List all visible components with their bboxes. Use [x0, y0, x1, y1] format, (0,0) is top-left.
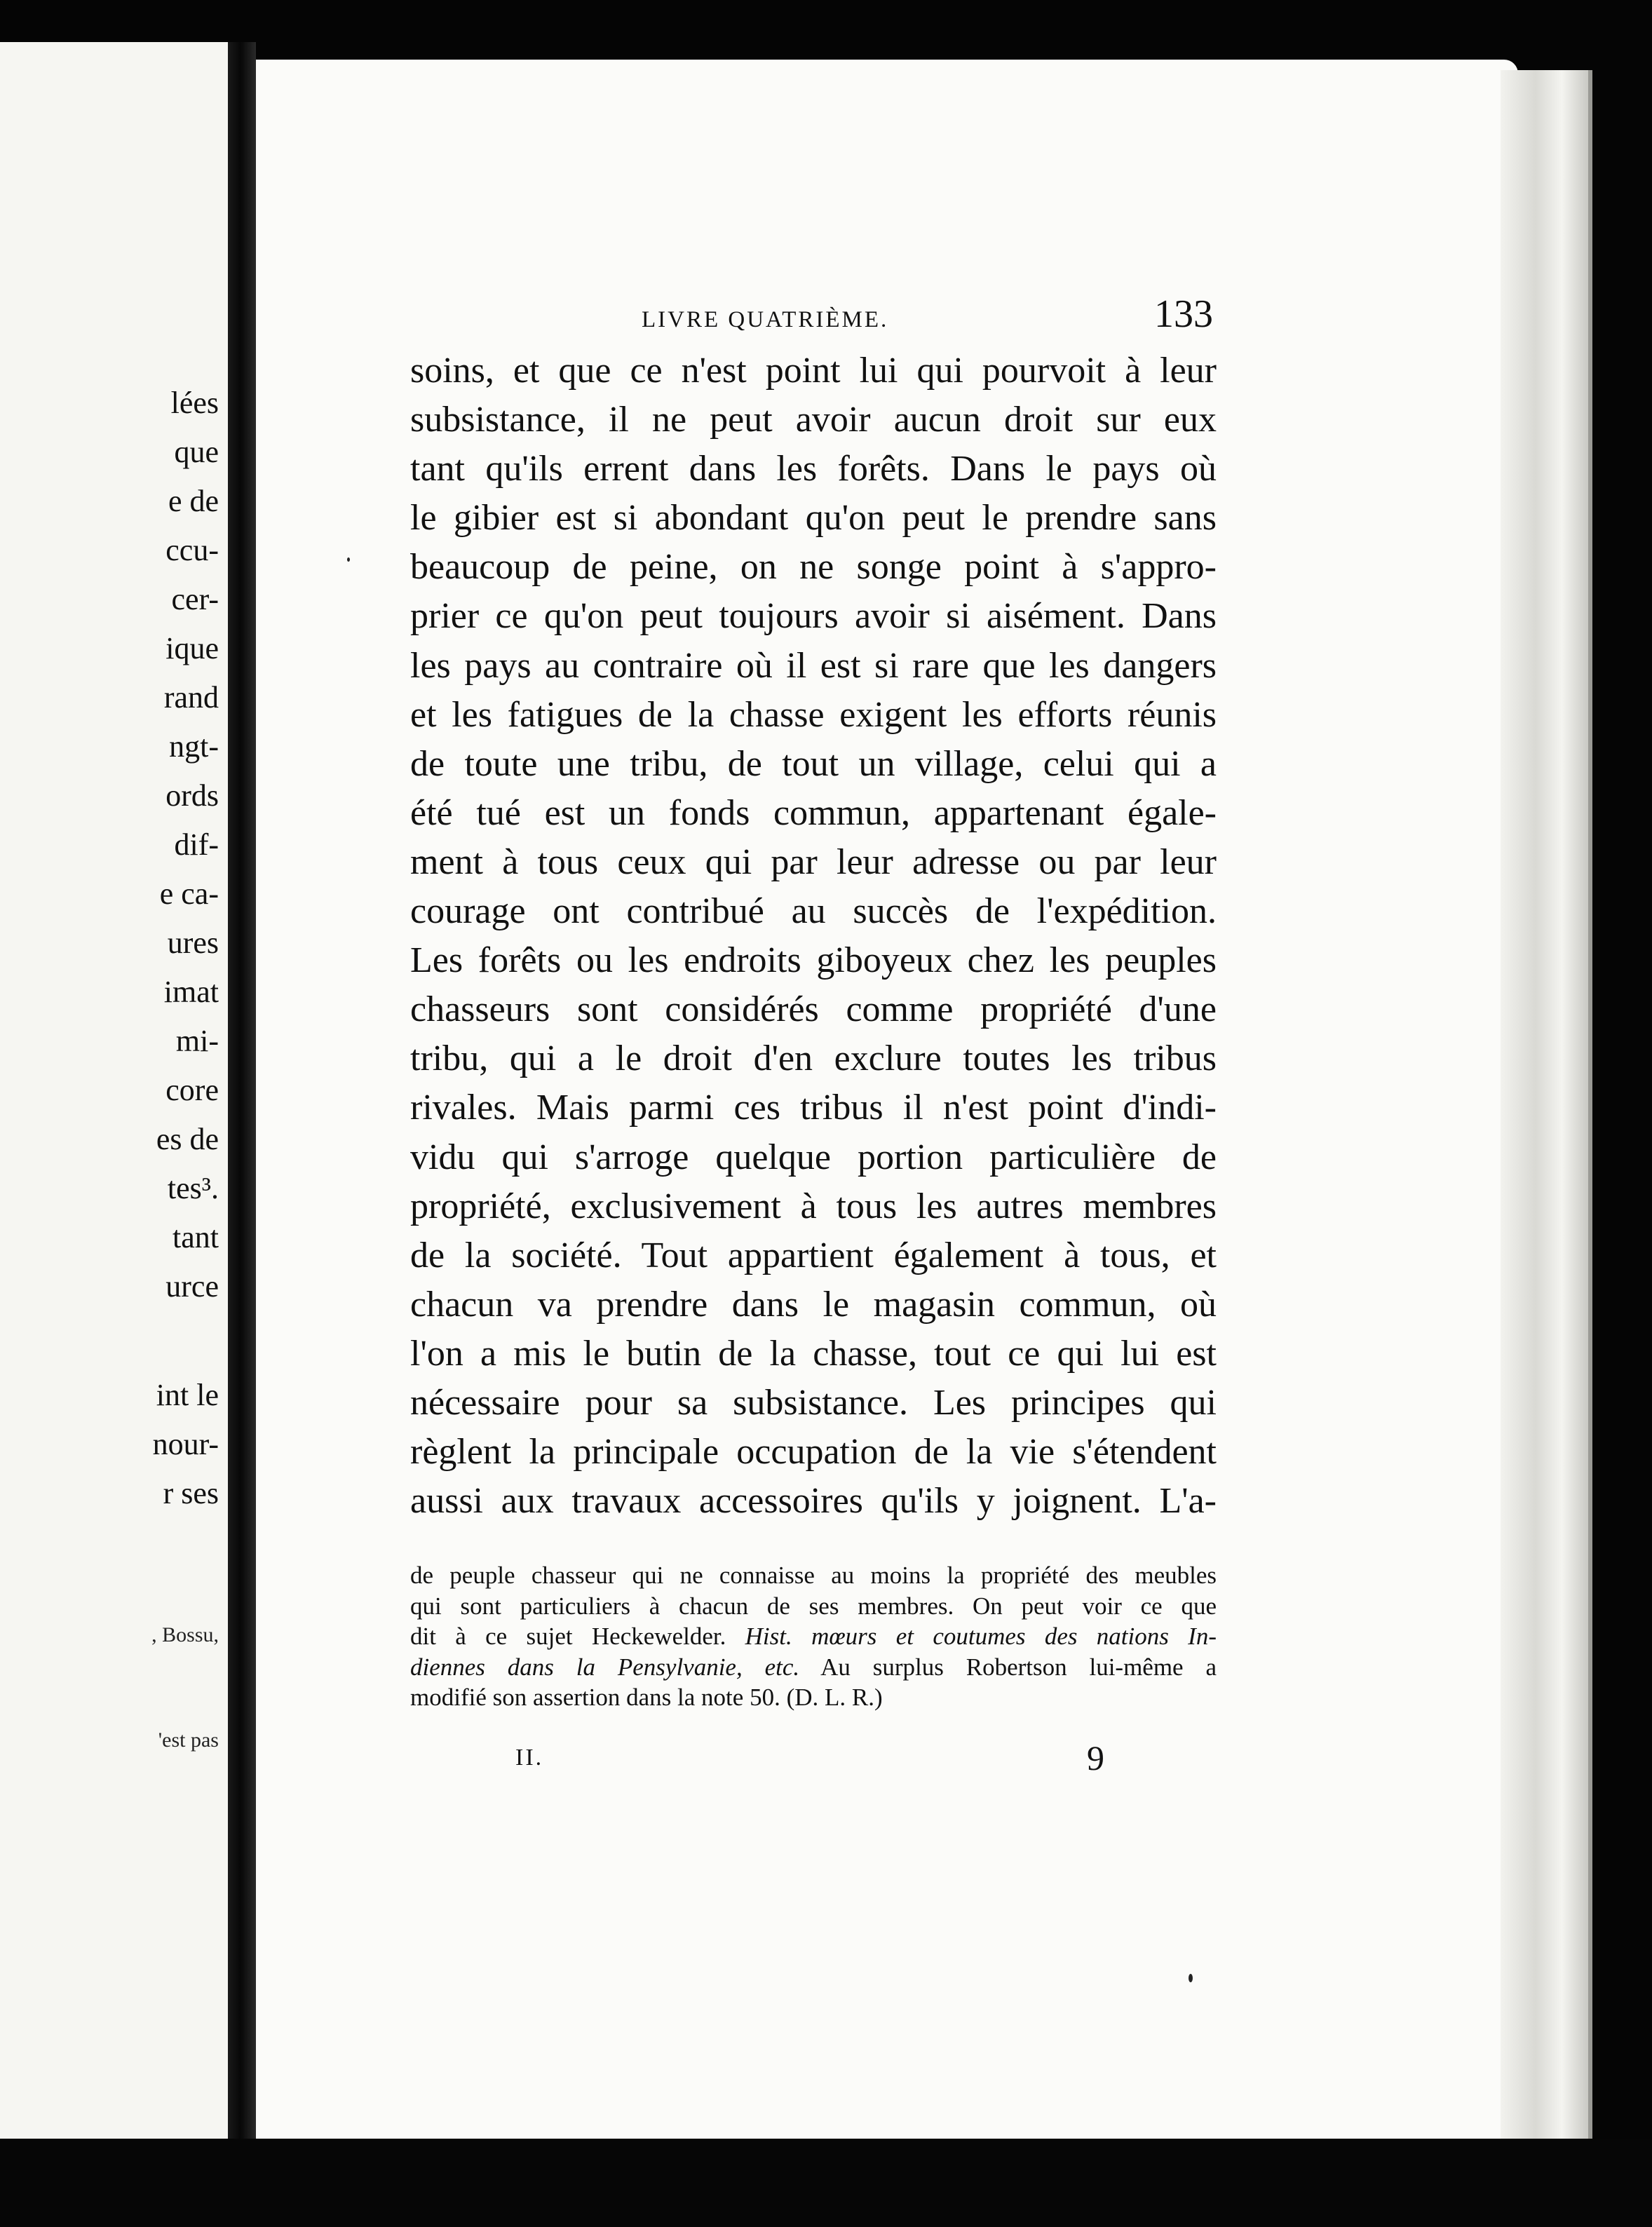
footnote-text: dit à ce sujet Heckewelder.: [410, 1623, 745, 1650]
ink-speck: [1189, 1974, 1193, 1982]
footnote: [410, 1560, 1217, 1713]
signature-volume: II.: [515, 1745, 544, 1771]
left-page-fragment: urce: [165, 1269, 219, 1304]
left-page-note: 'est pas: [158, 1728, 219, 1752]
left-page-fragment: core: [165, 1073, 219, 1107]
body-line: chasseurs sont considérés comme propriété d'une: [410, 989, 1217, 1030]
body-line: tribu, qui a le droit d'en exclure toutes les tribus: [410, 1038, 1217, 1079]
running-head: LIVRE QUATRIÈME.: [642, 307, 889, 332]
left-page-fragment: e de: [168, 484, 219, 518]
left-page-fragment: tant: [172, 1220, 219, 1254]
body-line: courage ont contribué au succès de l'expédition.: [410, 891, 1217, 932]
left-page-fragment: e ca-: [159, 876, 219, 911]
body-line: nécessaire pour sa subsistance. Les principes qui: [410, 1382, 1217, 1423]
body-line: propriété, exclusivement à tous les autres membres: [410, 1186, 1217, 1226]
scan-background: [0, 2139, 1652, 2227]
body-line: tant qu'ils errent dans les forêts. Dans le pays où: [410, 449, 1217, 489]
left-page-fragment: int le: [156, 1378, 219, 1412]
left-page-fragment: nour-: [152, 1427, 219, 1461]
body-line: aussi aux travaux accessoires qu'ils y joignent. L'a-: [410, 1481, 1217, 1522]
left-page-fragment: tes³.: [167, 1171, 219, 1205]
page-edge: [1501, 70, 1592, 2139]
body-line: de toute une tribu, de tout un village, celui qui a: [410, 743, 1217, 784]
body-line: soins, et que ce n'est point lui qui pourvoit à leur: [410, 351, 1217, 391]
footnote-citation: diennes dans la Pensylvanie, etc.: [410, 1653, 800, 1681]
left-page-fragment: es de: [156, 1122, 219, 1156]
footnote-line: qui sont particuliers à chacun de ses membres. On peut voir ce que: [410, 1592, 1217, 1620]
body-line: ment à tous ceux qui par leur adresse ou par leur: [410, 841, 1217, 882]
body-line: rivales. Mais parmi ces tribus il n'est point d'indi-: [410, 1088, 1217, 1128]
footnote-line: modifié son assertion dans la note 50. (D. L. R.): [410, 1684, 883, 1711]
footnote-line: [410, 1621, 1217, 1652]
body-line: vidu qui s'arroge quelque portion particulière de: [410, 1137, 1217, 1177]
footnote-line: [410, 1652, 1217, 1683]
left-page-fragment: cer-: [171, 582, 219, 616]
body-line: été tué est un fonds commun, appartenant égale-: [410, 792, 1217, 833]
page-number: 133: [1154, 292, 1213, 336]
left-page-fragment: ique: [165, 631, 219, 665]
left-page-fragment: dif-: [174, 827, 219, 862]
body-line: subsistance, il ne peut avoir aucun droit sur eux: [410, 400, 1217, 440]
body-line: l'on a mis le butin de la chasse, tout ce qui lui est: [410, 1333, 1217, 1374]
left-page-fragment: ures: [167, 926, 219, 960]
left-page-fragment: ords: [165, 778, 219, 813]
left-page-fragment: r ses: [163, 1476, 219, 1510]
left-page-fragment: imat: [163, 975, 219, 1009]
left-page-fragment: que: [174, 435, 219, 469]
body-line: beaucoup de peine, on ne songe point à s'appro-: [410, 547, 1217, 588]
footnote-text: Au surplus Robertson lui-même a: [799, 1653, 1217, 1681]
footnote-citation: Hist. mœurs et coutumes des nations In-: [745, 1623, 1217, 1650]
left-facing-page: [0, 42, 228, 2139]
left-page-note: , Bossu,: [151, 1623, 219, 1646]
body-text: [410, 346, 1217, 1526]
footnote-line: de peuple chasseur qui ne connaisse au moins la propriété des meubles: [410, 1562, 1217, 1589]
body-line: prier ce qu'on peut toujours avoir si aisément. Dans: [410, 596, 1217, 637]
body-line: de la société. Tout appartient également à tous, et: [410, 1235, 1217, 1275]
body-line: et les fatigues de la chasse exigent les efforts réunis: [410, 694, 1217, 735]
left-page-fragment: mi-: [175, 1024, 219, 1058]
body-line: Les forêts ou les endroits giboyeux chez les peuples: [410, 940, 1217, 981]
body-line: règlent la principale occupation de la vie s'étendent: [410, 1432, 1217, 1473]
body-line: le gibier est si abondant qu'on peut le prendre sans: [410, 498, 1217, 539]
body-line: les pays au contraire où il est si rare que les dangers: [410, 645, 1217, 686]
left-page-fragment: lées: [170, 386, 219, 420]
body-line: chacun va prendre dans le magasin commun, où: [410, 1284, 1217, 1325]
left-page-fragment: rand: [163, 680, 219, 715]
left-page-fragment: ccu-: [165, 533, 219, 567]
left-page-fragment: ngt-: [169, 729, 219, 764]
ink-speck: [347, 557, 350, 562]
signature-number: 9: [1087, 1738, 1104, 1778]
book-gutter: [228, 42, 256, 2153]
